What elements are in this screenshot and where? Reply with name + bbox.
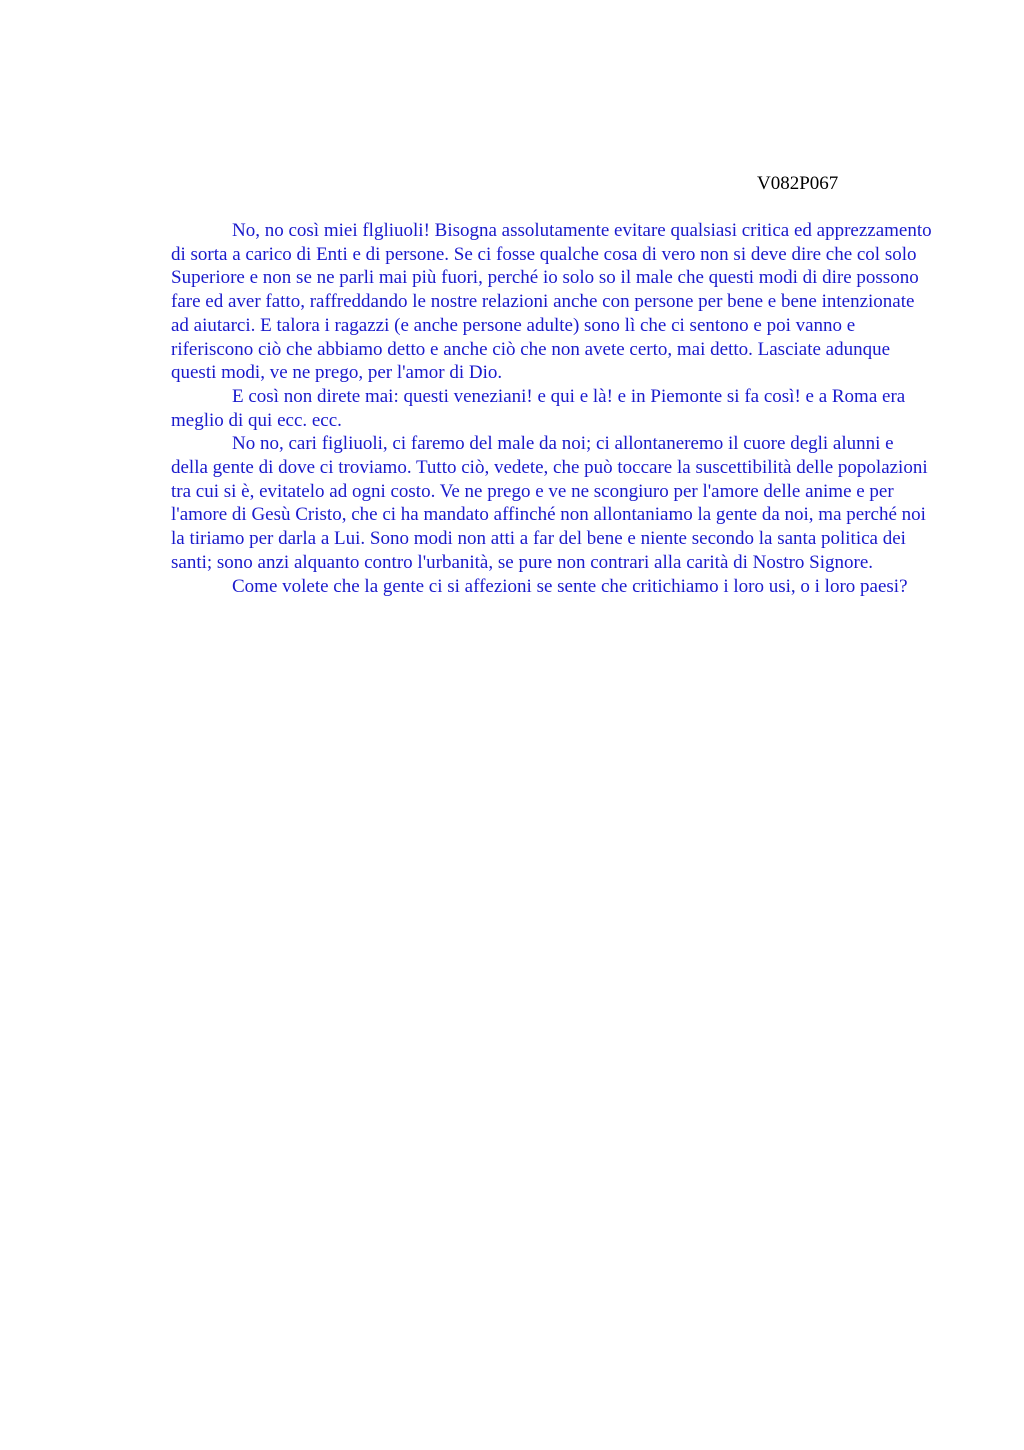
text-body [171,219,933,598]
page-identifier: V082P067 [757,173,839,194]
paragraph-2: E così non direte mai: questi veneziani! e qui e là! e in Piemonte si fa così! e a Roma era meglio di qui ecc. ecc. [171,385,906,431]
paragraph-1: No, no così miei flgliuoli! Bisogna assolutamente evitare qualsiasi critica ed apprezzamento di sorta a carico di Enti e di persone. Se ci fosse qualche cosa di vero non si deve dire che col solo Superiore e non se ne parli mai più fuori, perché io solo so il male che questi modi di dire possono fare ed aver fatto, raffreddando le nostre relazioni anche con persone per bene e bene intenzionate ad aiutarci. E talora i ragazzi (e anche persone adulte) sono lì che ci sentono e poi vanno e riferiscono ciò che abbiamo detto e anche ciò che non avete certo, mai detto. Lasciate adunque questi modi, ve ne prego, per l'amor di Dio. [171,220,932,384]
paragraph-4: Come volete che la gente ci si affezioni se sente che critichiamo i loro usi, o i loro paesi? [232,575,908,597]
paragraph-3: No no, cari figliuoli, ci faremo del male da noi; ci allontaneremo il cuore degli alunni e della gente di dove ci troviamo. Tutto ciò, vedete, che può toccare la suscettibilità delle popolazioni tra cui si è, evitatelo ad ogni costo. Ve ne prego e ve ne scongiuro per l'amore delle anime e per l'amore di Gesù Cristo, che ci ha mandato affinché non allontaniamo la gente da noi, ma perché noi la tiriamo per darla a Lui. Sono modi non atti a far del bene e niente secondo la santa politica dei santi; sono anzi alquanto contro l'urbanità, se pure non contrari alla carità di Nostro Signore. [171,433,928,573]
